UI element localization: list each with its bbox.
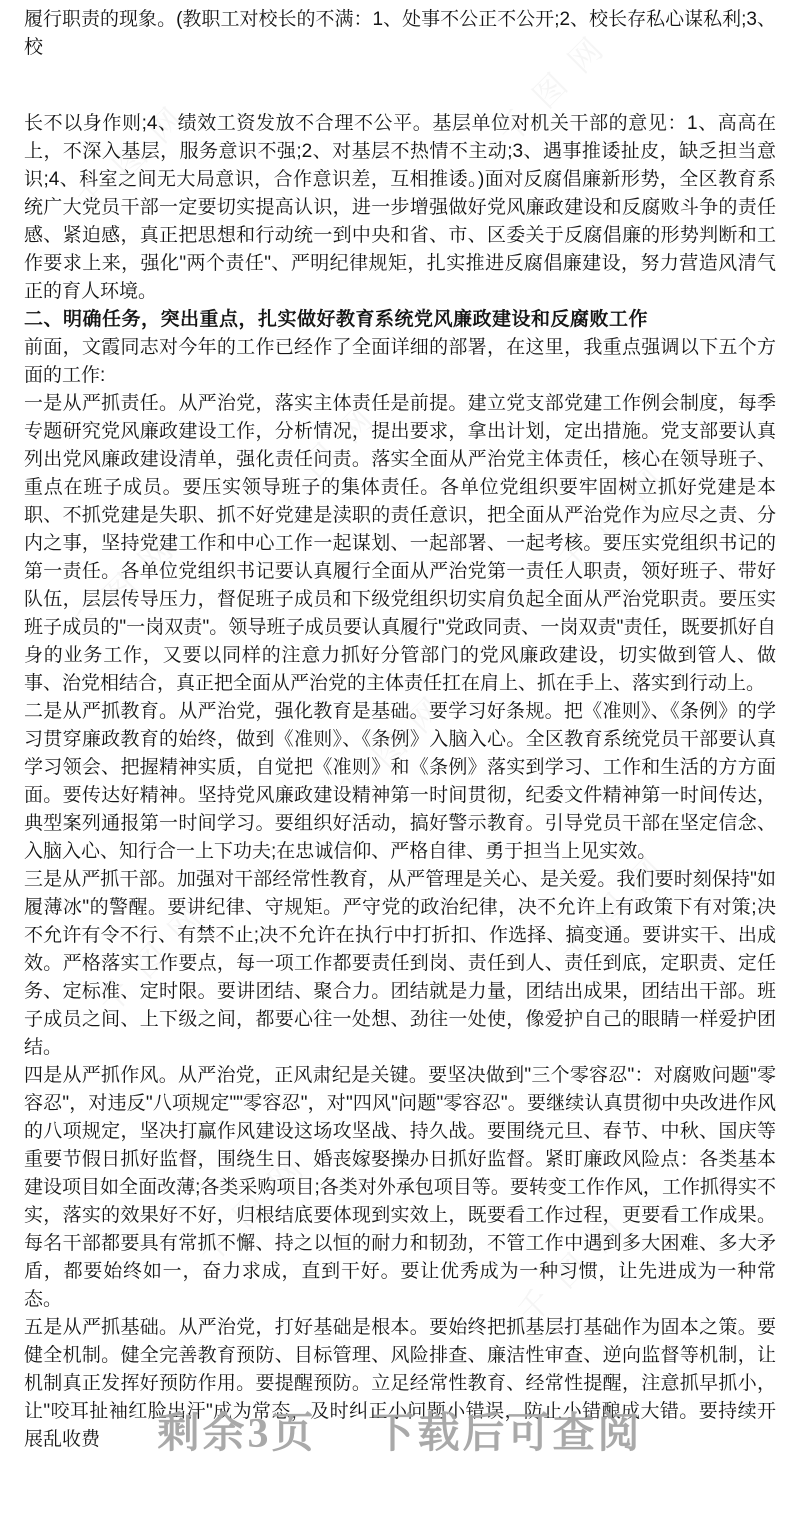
watermark-text: 千图网 <box>550 838 683 971</box>
paragraph: 一是从严抓责任。从严治党，落实主体责任是前提。建立党支部党建工作例会制度，每季专题研究党风廉政建设工作，分析情况，提出要求，拿出计划，定出措施。党支部要认真列出党风廉政建设清单，强化责任问责。落实全面从严治党主体责任，核心在领导班子、重点在班子成员。要压实领导班子的集体责任。各单位党组织要牢固树立抓好党建是本职、不抓党建是失职、抓不好党建是渎职的责任意识，把全面从严治党作为应尽之责、分内之事，坚持党建工作和中心工作一起谋划、一起部署、一起考核。要压实党组织书记的第一责任。各单位党组织书记要认真履行全面从严治党第一责任人职责，领好班子、带好队伍，层层传导压力，督促班子成员和下级党组织切实肩负起全面从严治党职责。要压实班子成员的"一岗双责"。领导班子成员要认真履行"党政同责、一岗双责"责任，既要抓好自身的业务工作，又要以同样的注意力抓好分管部门的党风廉政建设，切实做到管人、做事、治党相结合，真正把全面从严治党的主体责任扛在肩上、抓在手上、落实到行动上。 <box>24 393 776 694</box>
section-heading: 二、明确任务，突出重点，扎实做好教育系统党风廉政建设和反腐败工作 <box>24 309 649 330</box>
remaining-pages-label: 剩余3页 <box>157 1411 317 1457</box>
watermark-text: 千图网 <box>550 448 683 581</box>
watermark-text: 千图网 <box>70 88 203 221</box>
watermark-text: 千图网 <box>490 18 623 151</box>
paragraph: 前面，文霞同志对今年的工作已经作了全面详细的部署，在这里，我重点强调以下五个方面的工作: <box>24 337 776 386</box>
watermark-text: 千图网 <box>510 1198 643 1331</box>
watermark-text: 千图网 <box>90 888 223 1021</box>
watermark-text: 千图网 <box>260 388 393 521</box>
paragraph: 二是从严抓教育。从严治党，强化教育是基础。要学习好条规。把《准则》、《条例》的学习贯穿廉政教育的始终，做到《准则》、《条例》入脑入心。全区教育系统党员干部要认真学习领会、把握精神实质，自觉把《准则》和《条例》落实到学习、工作和生活的方方面面。要传达好精神。坚持党风廉政建设精神第一时间贯彻，纪委文件精神第一时间传达，典型案列通报第一时间学习。要组织好活动，搞好警示教育。引导党员干部在坚定信念、入脑入心、知行合一上下功夫;在忠诚信仰、严格自律、勇于担当上见实效。 <box>24 701 776 862</box>
top-partial-line: 履行职责的现象。(教职工对校长的不满：1、处事不公正不公开;2、校长存私心谋私利;3、校 <box>24 9 776 58</box>
paragraph: 长不以身作则;4、绩效工资发放不合理不公平。基层单位对机关干部的意见：1、高高在上，不深入基层，服务意识不强;2、对基层不热情不主动;3、遇事推诿扯皮，缺乏担当意识;4、科室之间无大局意识，合作意识差，互相推诿。)面对反腐倡廉新形势，全区教育系统广大党员干部一定要切实提高认识，进一步增强做好党风廉政建设和反腐败斗争的责任感、紧迫感，真正把思想和行动统一到中央和省、市、区委关于反腐倡廉的形势判断和工作要求上来，强化"两个责任"、严明纪律规矩，扎实推进反腐倡廉建设，努力营造风清气正的育人环境。 <box>24 113 776 302</box>
watermark-text: 千图网 <box>60 518 193 651</box>
download-hint-label: 下载后可查阅 <box>372 1411 643 1457</box>
preview-footer <box>0 1408 800 1460</box>
paragraph: 三是从严抓干部。加强对干部经常性教育，从严管理是关心、是关爱。我们要时刻保持"如履薄冰"的警醒。要讲纪律、守规矩。严守党的政治纪律，决不允许上有政策下有对策;决不允许有令不行、有禁不止;决不允许在执行中打折扣、作选择、搞变通。要讲实干、出成效。严格落实工作要点，每一项工作都要责任到岗、责任到人、责任到底，定职责、定任务、定标准、定时限。要讲团结、聚合力。团结就是力量，团结出成果，团结出干部。班子成员之间、上下级之间，都要心往一处想、劲往一处使，像爱护自己的眼睛一样爱护团结。 <box>24 869 776 1058</box>
watermark-text: 千图网 <box>330 678 463 811</box>
paragraph: 四是从严抓作风。从严治党，正风肃纪是关键。要坚决做到"三个零容忍"：对腐败问题"零容忍"，对违反"八项规定""零容忍"，对"四风"问题"零容忍"。要继续认真贯彻中央改进作风的八项规定，坚决打赢作风建设这场攻坚战、持久战。要围绕元旦、春节、中秋、国庆等重要节假日抓好监督，围绕生日、婚丧嫁娶操办日抓好监督。紧盯廉政风险点：各类基本建设项目如全面改薄;各类采购项目;各类对外承包项目等。要转变工作作风，工作抓得实不实，落实的效果好不好，归根结底要体现到实效上，既要看工作过程，更要看工作成果。每名干部都要具有常抓不懈、持之以恒的耐力和韧劲，不管工作中遇到多大困难、多大矛盾，都要始终如一，奋力求成，直到干好。要让优秀成为一种习惯，让先进成为一种常态。 <box>24 1065 776 1310</box>
paragraph: 五是从严抓基础。从严治党，打好基础是根本。要始终把抓基层打基础作为固本之策。要健全机制。健全完善教育预防、目标管理、风险排查、廉洁性审查、逆向监督等机制，让机制真正发挥好预防作用。要提醒预防。立足经常性教育、经常性提醒，注意抓早抓小，让"咬耳扯袖红脸出汗"成为常态，及时纠正小问题小错误，防止小错酿成大错。要持续开展乱收费 <box>24 1317 776 1450</box>
watermark-text: 千图网 <box>190 1138 323 1271</box>
document-page <box>24 6 776 1454</box>
